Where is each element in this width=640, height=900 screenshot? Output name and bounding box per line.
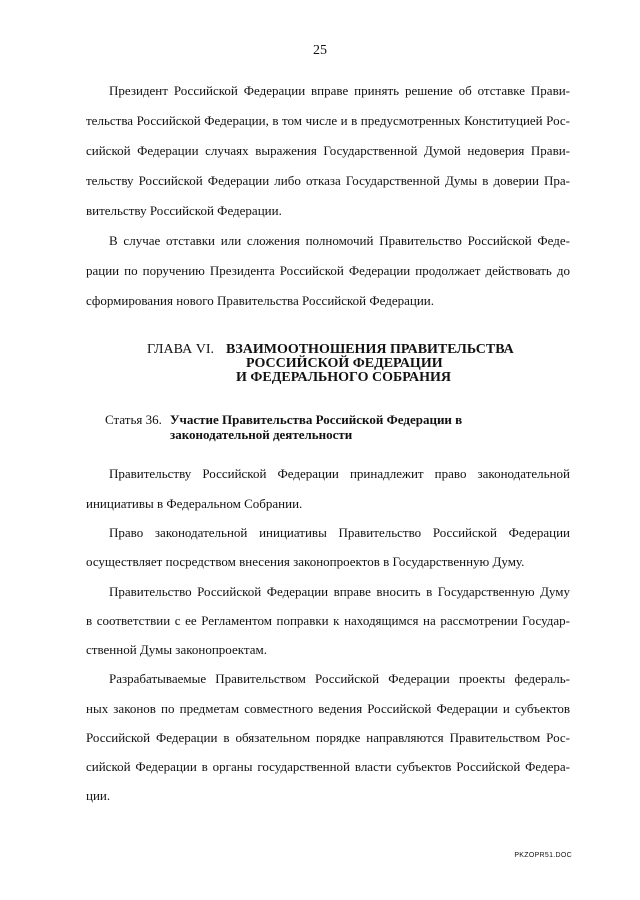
article-title-line: Участие Правительства Российской Федерации в <box>170 412 463 427</box>
text-line: сформирования нового Правительства Российской Федерации. <box>86 293 435 308</box>
text-line: тельству Российской Федерации либо отказа Государственной Думы в доверии Пра- <box>86 173 570 188</box>
text-line: в соответствии с ее Регламентом поправки к находящимся на рассмотрении Государ- <box>86 613 570 628</box>
article-label: Статья 36. <box>105 412 162 427</box>
text-line: тельства Российской Федерации, в том числе и в предусмотренных Конституцией Рос- <box>86 113 570 128</box>
page-number: 25 <box>313 43 327 58</box>
text-line: рации по поручению Президента Российской Федерации продолжает действовать до <box>86 263 570 278</box>
article-title-line: законодательной деятельности <box>170 427 353 442</box>
text-line: сийской Федерации в органы государственной власти субъектов Российской Федера- <box>86 759 570 774</box>
text-line: Правительству Российской Федерации принадлежит право законодательной <box>109 466 570 481</box>
chapter-title-line: ВЗАИМООТНОШЕНИЯ ПРАВИТЕЛЬСТВА <box>226 342 514 357</box>
chapter-title-line: И ФЕДЕРАЛЬНОГО СОБРАНИЯ <box>236 370 452 385</box>
text-line: ственной Думы законопроектам. <box>86 642 267 657</box>
chapter-title-line: РОССИЙСКОЙ ФЕДЕРАЦИИ <box>246 356 443 371</box>
text-line: ных законов по предметам совместного ведения Российской Федерации и субъектов <box>86 701 570 716</box>
text-line: Право законодательной инициативы Правительство Российской Федерации <box>109 525 570 540</box>
document-filename: PKZOPR51.DOC <box>514 852 572 859</box>
text-line: осуществляет посредством внесения законопроектов в Государственную Думу. <box>86 554 525 569</box>
text-line: вительству Российской Федерации. <box>86 203 282 218</box>
text-line: ции. <box>86 788 111 803</box>
text-line: Разрабатываемые Правительством Российской Федерации проекты федераль- <box>109 671 570 686</box>
chapter-label: ГЛАВА VI. <box>147 342 214 357</box>
text-line: инициативы в Федеральном Собрании. <box>86 496 303 511</box>
text-line: В случае отставки или сложения полномочий Правительство Российской Феде- <box>109 233 570 248</box>
text-line: Правительство Российской Федерации вправе вносить в Государственную Думу <box>109 584 570 599</box>
text-line: Президент Российской Федерации вправе принять решение об отставке Прави- <box>109 83 570 98</box>
text-line: Российской Федерации в обязательном порядке направляются Правительством Рос- <box>86 730 570 745</box>
text-line: сийской Федерации случаях выражения Государственной Думой недоверия Прави- <box>86 143 570 158</box>
